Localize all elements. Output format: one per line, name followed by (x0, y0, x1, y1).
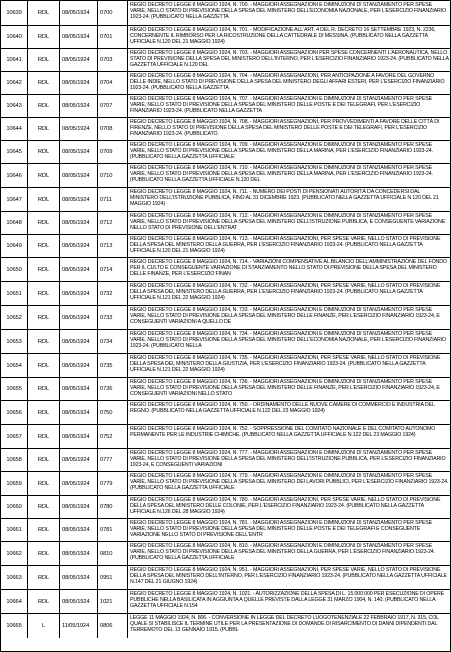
record-id (1, 614, 28, 638)
record-type (28, 566, 60, 589)
table-row (1, 48, 450, 71)
record-type-text: RDL (37, 149, 50, 155)
record-number-text: 0711 (100, 196, 112, 203)
record-description-text: REGIO DECRETO LEGGE 8 MAGGIO 1924, N. 707. - MAGGIORI ASSEGNAZIONI E DIMINUZIONI DI STANZIAMENTO PER SPESE VARIE, NELLO STATO DI PREVISIONE DELLA SPESA DEL MINISTERO DELLE POSTE E DEI TELEGRAFI, PER L'ESERCIZIO FINANZIARIO 1923-24. (PUBBLICATO NELLA GAZZETTA (130, 96, 432, 115)
record-number (98, 566, 128, 589)
record-type-text: RDL (37, 409, 50, 416)
record-type-text: RDL (37, 172, 50, 179)
record-number-text: 0777 (100, 457, 113, 463)
record-type (28, 118, 60, 140)
table-row (1, 495, 450, 518)
record-number (98, 1, 128, 25)
record-description-text: REGIO DECRETO LEGGE 8 MAGGIO 1924, N. 752. - SOPPRESSIONE DEL COMITATO NAZIONALE E DEL COMITATO AUTONOMO PERMANENTE PER LE INDUSTRIE CHIMICHE. (PUBBLICATO NELLA GAZZETTA UFFICIALE N.122 DEL 23 MAGGIO 1924) (130, 426, 436, 439)
record-description (128, 282, 450, 305)
record-type (28, 95, 60, 117)
record-description (128, 472, 450, 495)
record-date (60, 95, 98, 117)
record-date (60, 472, 98, 495)
record-date-text: 08/05/1924 (62, 34, 90, 40)
table-row (1, 329, 450, 353)
record-type (28, 425, 60, 448)
record-type-text: RDL (37, 314, 50, 321)
record-date (60, 330, 98, 353)
record-date-text: 08/05/1924 (62, 550, 90, 557)
record-type (28, 282, 60, 305)
record-id-text: 10658 (6, 457, 22, 463)
record-date-text: 08/05/1924 (62, 103, 90, 109)
record-id-text: 10644 (6, 126, 22, 132)
record-description (128, 188, 450, 211)
record-id-text: 10660 (6, 504, 22, 510)
record-number (98, 258, 128, 281)
record-description (128, 258, 450, 281)
record-date-text: 11/05/1924 (62, 623, 90, 629)
record-number (98, 401, 128, 424)
record-date-text: 08/05/1924 (62, 220, 90, 226)
record-date (60, 401, 98, 424)
record-number (98, 330, 128, 353)
record-date-text: 08/05/1924 (62, 80, 90, 86)
record-number-text: 0704 (100, 80, 113, 86)
record-type (28, 258, 60, 281)
record-number-text: 0708 (100, 126, 113, 132)
record-description-text: REGIO DECRETO LEGGE 8 MAGGIO 1924, N. 951. - MAGGIORI ASSEGNAZIONI, PER SPESE VARIE, NELLO STATO DI PREVISIONE DELLA SPESA DEL MINISTERO DELL'INTERNO, PER L'ESERCIZIO FINANZIARIO 1923-24. (PUBBLICATO NELLA GAZZETTA UFFICIALE N.147 DEL 21 GIUGNO 1924) (130, 567, 447, 586)
record-description (128, 118, 450, 140)
record-id-text: 10659 (6, 480, 22, 487)
record-number-text: 0732 (100, 290, 113, 297)
record-type (28, 330, 60, 353)
record-id (1, 258, 28, 281)
record-date-text: 08/05/1924 (62, 504, 90, 510)
record-id (1, 212, 28, 234)
table-row (1, 377, 450, 400)
record-description (128, 542, 450, 565)
table-row (1, 589, 450, 613)
record-id (1, 141, 28, 163)
record-number-text: 0735 (100, 362, 113, 369)
record-number (98, 235, 128, 257)
record-description-text: REGIO DECRETO LEGGE 8 MAGGIO 1924, N. 711. - NUMERO DEI POSTI DI PENSIONATI AUTORITÀ DA CONCEDERSI DAL MINISTERO DELL'ISTRUZIONE PUBBLICA, FINO AL 31 DICEMBRE 1923. (PUBBLICATO NELLA GAZZETTA UFFICIALE N.120 DEL 21 MAGGIO 1924) (130, 189, 439, 208)
table-row (1, 163, 450, 187)
record-number-text: 0951 (100, 574, 113, 581)
record-id-text: 10648 (6, 220, 22, 226)
table-row (1, 257, 450, 281)
record-number (98, 425, 128, 448)
record-type-text: RDL (37, 550, 50, 557)
record-date (60, 425, 98, 448)
record-id-text: 10647 (6, 196, 22, 203)
record-id-text: 10661 (6, 527, 22, 533)
record-number-text: 0714 (100, 266, 113, 273)
record-type-text: RDL (37, 290, 50, 297)
record-date (60, 26, 98, 48)
record-id (1, 378, 28, 400)
record-date-text: 08/05/1924 (62, 433, 90, 440)
record-description (128, 614, 450, 638)
table-row (1, 211, 450, 234)
record-number (98, 95, 128, 117)
record-description (128, 425, 450, 448)
record-type-text: RDL (37, 243, 50, 249)
record-type-text: RDL (37, 80, 50, 86)
record-number (98, 212, 128, 234)
record-description-text: REGIO DECRETO LEGGE 8 MAGGIO 1924, N. 700. - MAGGIORI ASSEGNAZIONI E DIMINUZIONI DI STANZIAMENTO PER SPESE VARIE, NELLO STATO DI PREVISIONE DELLA SPESA DEL MINISTERO DELL'ECONOMIA NAZIONALE, PER L'ESERCIZIO FINANZIARIO 1923-24. (PUBBLICATO NELLA GAZZETTA (130, 2, 446, 21)
record-id-text: 10655 (6, 386, 22, 392)
record-number-text: 0701 (100, 34, 113, 40)
record-description-text: REGIO DECRETO LEGGE 8 MAGGIO 1924, N. 735. - MAGGIORI ASSEGNAZIONI, PER SPESE VARIE, NELLO STATO DI PREVISIONE DELLA SPESA DEL MINISTERO DELLA GIUSTIZIA, PER L'ESERCIZIO FINANZIARIO 1923-24. (PUBBLICATO NELLA GAZZETTA UFFICIALE N.121 DEL 22 MAGGIO 1924) (130, 355, 441, 374)
record-id (1, 282, 28, 305)
record-type (28, 306, 60, 329)
record-type (28, 519, 60, 541)
record-id-text: 10654 (6, 362, 22, 369)
record-description (128, 330, 450, 353)
record-number-text: 0780 (100, 504, 113, 510)
record-type (28, 354, 60, 377)
record-description-text: REGIO DECRETO LEGGE 8 MAGGIO 1924, N. 710. - MAGGIORI ASSEGNAZIONI E DIMINUZIONI DI STANZIAMENTO PER SPESE VARIE, NELLO STATO DI PREVISIONE DELLA SPESA DEL MINISTERO DELLA MARINA, PER L'ESERCIZIO FINANZIARIO 1923-24. (PUBBLICATO NELLA GAZZETTA UFFICIALE N.120 DEL (130, 165, 433, 184)
record-id-text: 10652 (6, 314, 22, 321)
record-description-text: REGIO DECRETO LEGGE 8 MAGGIO 1924, N. 712. - MAGGIORI ASSEGNAZIONI E DIMINUZIONI DI STANZIAMENTO PER SPESE VARIE, NELLO STATO DI PREVISIONE DELLA SPESA DEL MINISTERO DELL'ISTRUZIONE PUBBLICA, E CONSEGUENTE VARIAZIONE NELLO STATO DI PREVISIONE DELL'ENTRAT (130, 213, 446, 232)
record-number-text: 0734 (100, 338, 113, 345)
record-type-text: RDL (37, 433, 50, 440)
record-id (1, 425, 28, 448)
record-date-text: 08/05/1924 (62, 196, 90, 203)
record-description-text: REGIO DECRETO LEGGE 8 MAGGIO 1924, N. 732. - MAGGIORI ASSEGNAZIONI, PER SPESE VARIE, NELLO STATO DI PREVISIONE DELLA SPESA DEL MINISTERO DELLA GUERRA, PER L'ESERCIZIO FINANZIARIO 1923-24. (PUBBLICATO NELLA GAZZETTA UFFICIALE N.121 DEL 22 MAGGIO 1924) (130, 283, 441, 302)
record-number-text: 0806 (100, 623, 113, 629)
record-type (28, 449, 60, 471)
record-number (98, 378, 128, 400)
record-date (60, 449, 98, 471)
record-date-text: 08/05/1924 (62, 149, 90, 155)
table-row (1, 94, 450, 117)
record-type-text: L (41, 623, 46, 629)
record-description (128, 354, 450, 377)
table-row (1, 448, 450, 471)
record-description (128, 212, 450, 234)
record-number (98, 141, 128, 163)
record-type-text: RDL (37, 362, 50, 369)
record-type-text: RDL (37, 386, 50, 392)
record-description (128, 235, 450, 257)
record-number-text: 0781 (100, 527, 113, 533)
record-type (28, 472, 60, 495)
record-id (1, 164, 28, 187)
record-description-text: REGIO DECRETO LEGGE 8 MAGGIO 1924, N. 708. - MAGGIORI ASSEGNAZIONI, PER PROVVEDIMENTI A FAVORE DELLE CITTÀ DI FIRENZE, NELLO STATO DI PREVISIONE DELLA SPESA DEL MINISTERO DELLE POSTE E DEI TELEGRAFI, PER L'ESERCIZIO FINANZIARIO 1923-24. (PUBBLICATO (130, 119, 440, 138)
record-number-text: 0752 (100, 433, 113, 440)
record-description (128, 401, 450, 424)
record-description (128, 566, 450, 589)
table-row (1, 25, 450, 48)
record-type (28, 590, 60, 613)
record-type-text: RDL (37, 504, 50, 510)
record-type-text: RDL (37, 480, 50, 487)
record-date (60, 49, 98, 71)
record-date-text: 08/05/1924 (62, 409, 90, 416)
record-type (28, 164, 60, 187)
record-number (98, 164, 128, 187)
record-id (1, 401, 28, 424)
record-id (1, 26, 28, 48)
record-id-text: 10663 (6, 574, 22, 581)
record-description (128, 95, 450, 117)
record-id-text: 10657 (6, 433, 22, 440)
record-id (1, 235, 28, 257)
record-date (60, 519, 98, 541)
record-number (98, 49, 128, 71)
record-description (128, 378, 450, 400)
record-number (98, 542, 128, 565)
record-date-text: 08/05/1924 (62, 266, 90, 273)
record-id-text: 10642 (6, 80, 22, 86)
record-id (1, 519, 28, 541)
record-date (60, 282, 98, 305)
table-row (1, 117, 450, 140)
table-row (1, 234, 450, 257)
record-id-text: 10664 (6, 598, 22, 605)
record-date (60, 188, 98, 211)
record-description-text: REGIO DECRETO LEGGE 8 MAGGIO 1924, N. 733. - MAGGIORI ASSEGNAZIONI E DIMINUZIONI DI STANZIAMENTO PER SPESE VARIE, NELLO STATO DI PREVISIONE DELLA SPESA DEL MINISTERO DELLE FINANZE, PER L'ESERCIZIO FINANZIARIO 1923-24, E CONSEGUENTI VARIAZIONI A QUELLO DE (130, 307, 440, 326)
record-description-text: REGIO DECRETO LEGGE 8 MAGGIO 1924, N. 1021. - AUTORIZZAZIONE DELLA SPESA DI L. 15.000.000 PER ESECUZIONE DI OPERE PUBBLICHE NELLA BASILICATA IN AGGIUNTA A QUELLE PREVISTE DALLA LEGGE 31 MARZO 1904, N. 140. (PUBBLICATO NELLA GAZZETTA UFFICIALE N.154 (130, 591, 445, 610)
record-description-text: REGIO DECRETO LEGGE 8 MAGGIO 1924, N. 780. - MAGGIORI ASSEGNAZIONI, PER SPESE VARIE, NELLO STATO DI PREVISIONE DELLA SPESA DEL MINISTERO DELLE COLONIE, PER L'ESERCIZIO FINANZIARIO 1923-24. (PUBBLICATO NELLA GAZZETTA UFFICIALE N.126 DEL 28 MAGGIO 1924) (130, 497, 441, 516)
record-date (60, 212, 98, 234)
record-number-text: 0713 (100, 243, 113, 249)
record-date-text: 08/05/1924 (62, 57, 90, 63)
record-description (128, 496, 450, 518)
record-id-text: 10650 (6, 266, 22, 273)
record-type-text: RDL (37, 126, 50, 132)
record-date-text: 08/05/1924 (62, 290, 90, 297)
record-type (28, 212, 60, 234)
record-number (98, 188, 128, 211)
record-type-text: RDL (37, 457, 50, 463)
record-description-text: REGIO DECRETO LEGGE 8 MAGGIO 1924, N. 713. - MAGGIORI ASSEGNAZIONI, PER SPESE VARIE, NELLO STATO DI PREVISIONE DELLA SPESA DEL MINISTERO DELLA GUERRA, PER L'ESERCIZIO FINANZIARIO 1923-24. (PUBBLICATO NELLA GAZZETTA UFFICIALE N.120 DEL 21 MAGGIO 1924) (130, 236, 441, 255)
record-id-text: 10651 (6, 290, 22, 297)
record-id (1, 354, 28, 377)
table-row (1, 613, 450, 638)
record-number-text: 0779 (100, 480, 113, 487)
record-description-text: LEGGE 11 MAGGIO 1924, N. 806. - CONVERSIONE IN LEGGE DEL DECRETO LUOGOTENENZIALE 22 FEBBRAIO 1917, N. 315, COL QUALE SI STABILISCE IL TERMINE UTILE PER LA PRESENTAZIONE DI DOMANDE DI RISARCIMENTO DI DANNI DIPENDENTI DAL TERREMOTO DEL 13 GENNAIO 1915. (PUBBL (130, 615, 439, 634)
record-type-text: RDL (37, 266, 50, 273)
record-type-text: RDL (37, 338, 50, 345)
record-id (1, 49, 28, 71)
record-id (1, 449, 28, 471)
record-type-text: RDL (37, 34, 50, 40)
table-row (1, 305, 450, 329)
record-number-text: 0707 (100, 103, 113, 109)
record-type-text: RDL (37, 57, 50, 63)
record-date (60, 496, 98, 518)
record-date (60, 72, 98, 94)
record-description (128, 590, 450, 613)
record-number (98, 118, 128, 140)
record-number-text: 0709 (100, 149, 113, 155)
record-type (28, 72, 60, 94)
record-date (60, 590, 98, 613)
record-date (60, 141, 98, 163)
record-date (60, 542, 98, 565)
record-number (98, 496, 128, 518)
record-description-text: REGIO DECRETO LEGGE 8 MAGGIO 1924, N. 777. - MAGGIORI ASSEGNAZIONI E DIMINUZIONI DI STANZIAMENTO PER SPESE VARIE, NELLO STATO DI PREVISIONE DELLA SPESA DEL MINISTERO DELL'ISTRUZIONE PUBBLICA, PER L'ESERCIZIO FINANZIARIO 1923-24, E CONSEGUENTI VARIAZIONI (130, 450, 446, 469)
table-row (1, 424, 450, 448)
record-number (98, 26, 128, 48)
record-id-text: 10640 (6, 34, 22, 40)
record-number (98, 519, 128, 541)
record-number-text: 0710 (100, 172, 113, 179)
record-type (28, 26, 60, 48)
record-type (28, 141, 60, 163)
record-number (98, 306, 128, 329)
record-id-text: 10653 (6, 338, 22, 345)
record-id (1, 1, 28, 25)
record-type (28, 401, 60, 424)
record-description (128, 141, 450, 163)
record-type (28, 1, 60, 25)
record-description (128, 306, 450, 329)
record-date-text: 08/05/1924 (62, 126, 90, 132)
table-row (1, 541, 450, 565)
record-date (60, 1, 98, 25)
record-date-text: 08/05/1924 (62, 386, 90, 392)
record-date-text: 08/05/1924 (62, 527, 90, 533)
record-type-text: RDL (37, 10, 50, 16)
record-id (1, 566, 28, 589)
record-description (128, 1, 450, 25)
record-type-text: RDL (37, 574, 50, 581)
record-date-text: 08/05/1924 (62, 457, 90, 463)
record-date (60, 306, 98, 329)
record-date (60, 378, 98, 400)
record-date-text: 08/05/1924 (62, 362, 90, 369)
record-number (98, 354, 128, 377)
record-date-text: 08/05/1924 (62, 243, 90, 249)
record-description-text: REGIO DECRETO LEGGE 8 MAGGIO 1924, N. 703. - MAGGIORI ASSEGNAZIONI PER SPESE CONCERNENTI L'AERONAUTICA, NELLO STATO DI PREVISIONE DELLA SPESA DEL MINISTERO DELL'INTERNO, PER L'ESERCIZIO FINANZIARIO 1923-24. (PUBBLICATO NELLA GAZZETTA UFFICIALE N.120 DEL (130, 50, 449, 69)
table-row (1, 1, 450, 25)
record-id-text: 10649 (6, 243, 22, 249)
record-id-text: 10646 (6, 172, 22, 179)
record-type-text: RDL (37, 220, 50, 226)
record-description (128, 519, 450, 541)
record-type (28, 235, 60, 257)
record-id-text: 10662 (6, 550, 22, 557)
record-type (28, 378, 60, 400)
record-date-text: 08/05/1924 (62, 10, 90, 16)
record-date-text: 08/05/1924 (62, 314, 90, 321)
record-number (98, 472, 128, 495)
record-date-text: 08/05/1924 (62, 338, 90, 345)
record-id (1, 188, 28, 211)
record-type-text: RDL (37, 598, 50, 605)
record-description-text: REGIO DECRETO LEGGE 8 MAGGIO 1924, N. 714. - VARIAZIONI COMPENSATIVE AL BILANCIO DELL'AMMINISTRAZIONE DEL FONDO PER IL CULTO E CONSEGUENTE VARIAZIONE DI STANZIAMENTO NELLO STATO DI PREVISIONE DELLA SPESA DEL MINISTERO DELLE FINANZE, PER L'ESERCIZIO FINAN (130, 259, 447, 278)
table-row (1, 281, 450, 305)
record-id-text: 10665 (6, 623, 22, 629)
record-number-text: 0700 (100, 10, 113, 16)
record-number-text: 0733 (100, 314, 113, 321)
record-id (1, 496, 28, 518)
record-description-text: REGIO DECRETO LEGGE 8 MAGGIO 1924, N. 734. - MAGGIORI ASSEGNAZIONI E DIMINUZIONI DI STANZIAMENTO PER SPESE VARIE, NELLO STATO DI PREVISIONE DELLA SPESA DEL MINISTERO DELL'ECONOMIA NAZIONALE, PER L'ESERCIZIO FINANZIARIO 1923-24. (PUBBLICATO NELLA (130, 331, 446, 350)
record-id (1, 118, 28, 140)
record-description-text: REGIO DECRETO LEGGE 8 MAGGIO 1924, N. 781. - MAGGIORI ASSEGNAZIONI E DIMINUZIONI DI STANZIAMENTO PER SPESE VARIE, NELLO STATO DI PREVISIONE DELLA SPESA DEL MINISTERO DELLE POSTE E DEI TELEGRAFI E CONSEGUENTE VARIAZIONE NELLO STATO DI PREVISIONE DELL'ENTR (130, 520, 432, 539)
record-type (28, 542, 60, 565)
table-row (1, 353, 450, 377)
record-date-text: 08/05/1924 (62, 574, 90, 581)
table-row (1, 400, 450, 424)
record-number-text: 0712 (100, 220, 113, 226)
record-date-text: 08/05/1924 (62, 172, 90, 179)
record-id (1, 95, 28, 117)
record-description-text: REGIO DECRETO LEGGE 8 MAGGIO 1924, N. 750. - ORDINAMENTO DELLE NUOVE CAMERE DI COMMERCIO E INDUSTRIA DEL REGNO. (PUBBLICATO NELLA GAZZETTA UFFICIALE N.122 DEL 23 MAGGIO 1924) (130, 402, 435, 415)
record-description-text: REGIO DECRETO LEGGE 8 MAGGIO 1924, N. 704. - MAGGIORI ASSEGNAZIONI, PER ANTICIPAZIONE A FAVORE DEL GOVERNO DELLE INDIE, NELLO STATO DI PREVISIONE DELLA SPESA DEL MINISTERO DEGLI AFFARI ESTERI, PER L'ESERCIZIO FINANZIARIO 1923-24. (PUBBLICATO NELLA GAZZETTA (130, 73, 445, 92)
record-id-text: 10645 (6, 149, 22, 155)
record-description-text: REGIO DECRETO LEGGE 8 MAGGIO 1924, N. 709. - MAGGIORI ASSEGNAZIONI E DIMINUZIONI DI STANZIAMENTO PER SPESE VARIE, NELLO STATO DI PREVISIONE DELLA SPESA DEL MINISTERO DELLA MARINA, PER L'ESERCIZIO FINANZIARIO 1923-24. (PUBBLICATO NELLA GAZZETTA UFFICIALE (130, 142, 433, 161)
record-type (28, 496, 60, 518)
table-row (1, 471, 450, 495)
record-type-text: RDL (37, 527, 50, 533)
record-id-text: 10656 (6, 409, 22, 416)
table-row (1, 140, 450, 163)
record-type (28, 614, 60, 638)
record-id-text: 10643 (6, 103, 22, 109)
record-description (128, 26, 450, 48)
table-row (1, 518, 450, 541)
record-number (98, 282, 128, 305)
record-description-text: REGIO DECRETO LEGGE 8 MAGGIO 1924, N. 736. - MAGGIORI ASSEGNAZIONI E DIMINUZIONI DI STANZIAMENTO PER SPESE VARIE, NELLO STATO DI PREVISIONE DELLA SPESA DEL MINISTERO DELLE FINANZE, PER L'ESERCIZIO FINANZIARIO 1923-24, E CONSEGUENTI VARIAZIONI NELLO STATO (130, 379, 440, 398)
record-id (1, 72, 28, 94)
record-description (128, 449, 450, 471)
record-description-text: REGIO DECRETO LEGGE 8 MAGGIO 1924, N. 701. - MODIFICAZIONE ALL'ART. 4 DEL R. DECRETO 16 SETTEMBRE 1923, N. 2236, CONCERNENTE IL RIMBORSO PER LA RICOSTRUZIONE DELLA CATTEDRALE DI MESSINA. (PUBBLICATO NELLA GAZZETTA UFFICIALE N.120 DEL 21 MAGGIO 1924) (130, 27, 436, 46)
record-id (1, 542, 28, 565)
record-id (1, 472, 28, 495)
record-description (128, 164, 450, 187)
table-row (1, 187, 450, 211)
record-number-text: 0736 (100, 386, 113, 392)
record-date (60, 235, 98, 257)
record-date-text: 08/05/1924 (62, 598, 90, 605)
record-number (98, 449, 128, 471)
record-date (60, 118, 98, 140)
record-id (1, 590, 28, 613)
record-number-text: 0703 (100, 57, 113, 63)
record-description-text: REGIO DECRETO LEGGE 8 MAGGIO 1924, N. 810. - MAGGIORI ASSEGNAZIONI E DIMINUZIONI DI STANZIAMENTO PER SPESE VARIE, NELLO STATO DI PREVISIONE DELLA SPESA DEL MINISTERO DELLA GUERRA, PER L'ESERCIZIO FINANZIARIO 1923-24. (PUBBLICATO NELLA GAZZETTA UFFICIALE (130, 543, 435, 562)
record-number-text: 0750 (100, 409, 113, 416)
record-type-text: RDL (37, 103, 50, 109)
table-row (1, 565, 450, 589)
record-type (28, 188, 60, 211)
record-type-text: RDL (37, 196, 50, 203)
record-date (60, 566, 98, 589)
record-id-text: 10641 (6, 57, 22, 63)
record-id (1, 330, 28, 353)
table-row (1, 71, 450, 94)
record-description (128, 49, 450, 71)
record-number (98, 590, 128, 613)
record-description-text: REGIO DECRETO LEGGE 8 MAGGIO 1924, N. 779. - MAGGIORI ASSEGNAZIONI E DIMINUZIONI DI STANZIAMENTO PER SPESE VARIE, NELLO STATO DI PREVISIONE DELLA SPESA DEL MINISTERO DEI LAVORI PUBBLICI, PER L'ESERCIZIO FINANZIARIO 1923-24. (PUBBLICATO NELLA GAZZETTA UFFICIALE (130, 473, 449, 492)
record-number-text: 0810 (100, 550, 113, 557)
record-date (60, 164, 98, 187)
record-number-text: 1021 (100, 598, 113, 605)
record-date (60, 258, 98, 281)
record-number (98, 614, 128, 638)
record-id-text: 10639 (6, 10, 22, 16)
record-type (28, 49, 60, 71)
record-date-text: 08/05/1924 (62, 480, 90, 487)
record-description (128, 72, 450, 94)
record-date (60, 354, 98, 377)
record-number (98, 72, 128, 94)
record-id (1, 306, 28, 329)
record-date (60, 614, 98, 638)
